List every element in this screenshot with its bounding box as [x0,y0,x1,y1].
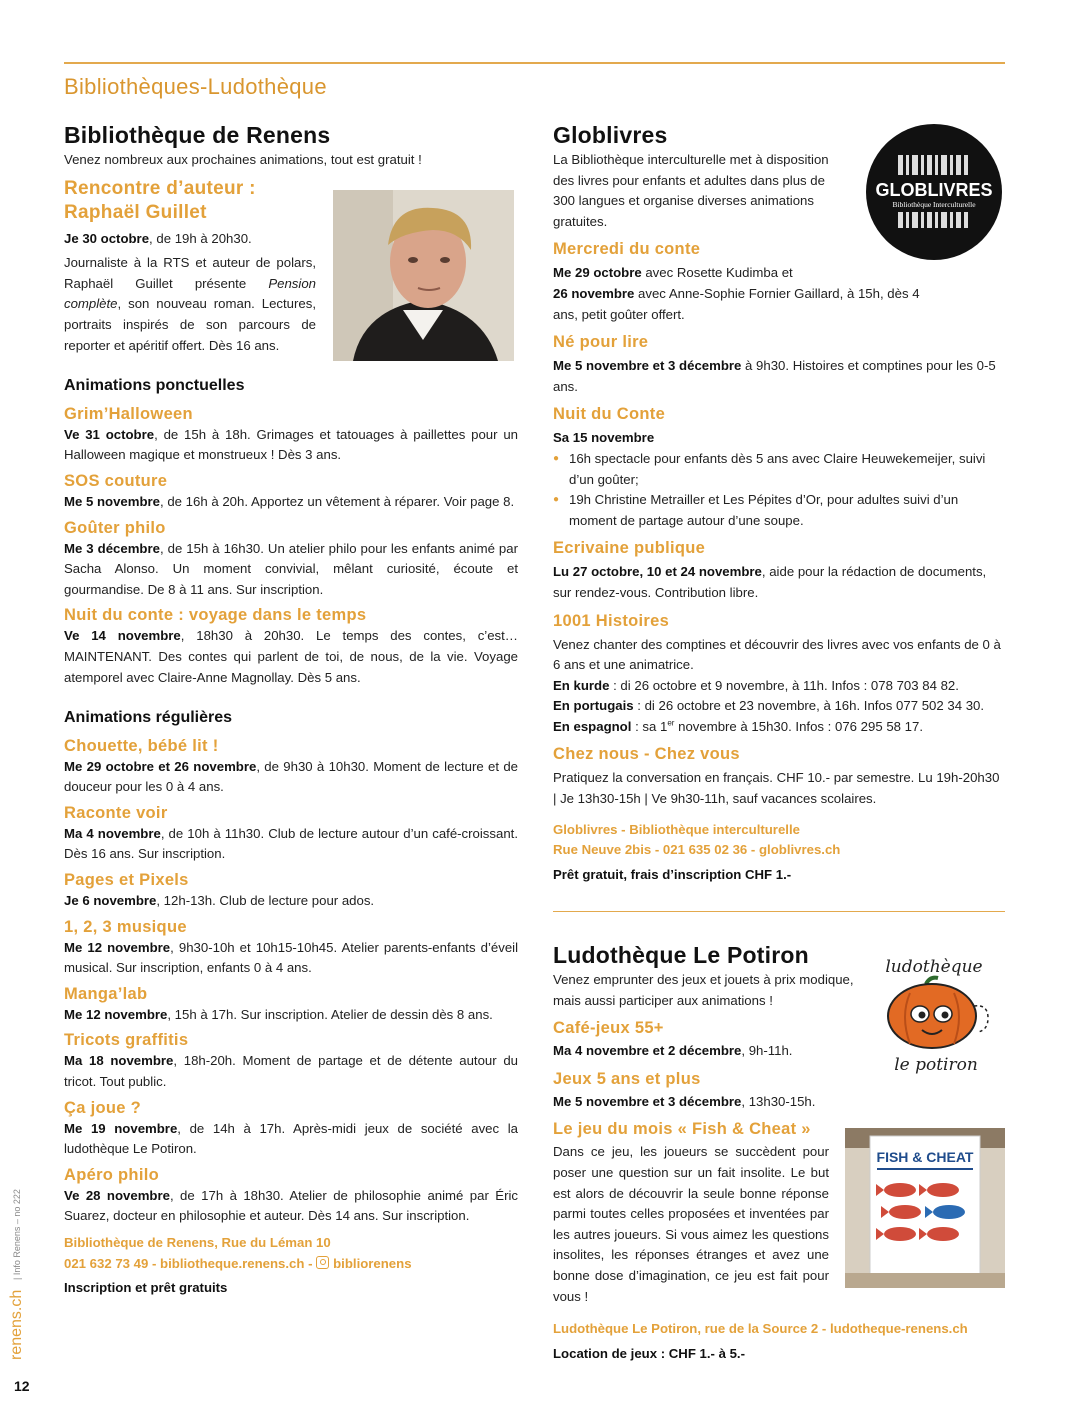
globlivres-contact-2[interactable]: Rue Neuve 2bis - 021 635 02 36 - globlivres.ch [553,842,841,858]
sidebar-info-text: | Info Renens – no 222 [12,1189,22,1280]
ponctuelle-item [64,403,518,466]
ponctuelles-list [64,403,518,688]
reguliere-item-title: 1, 2, 3 musique [64,917,187,936]
ponctuelle-item-title: Grim’Halloween [64,404,193,423]
cafe-title: Café-jeux 55+ [553,1019,664,1038]
reguliere-item [64,735,518,798]
author-date: Je 30 octobre [64,230,150,246]
regulieres-list [64,735,518,1227]
library-intro: Venez nombreux aux prochaines animations, tout est gratuit ! [64,152,422,167]
ponctuelle-item-title: Nuit du conte : voyage dans le temps [64,606,367,625]
ludo-intro: Venez emprunter des jeux et jouets à prix modique, mais aussi participer aux animations ! [553,972,854,1008]
reguliere-item-text: Ma 4 novembre, de 10h à 11h30. Club de lecture autour d’un café-croissant. Dès 16 ans. Sur inscription. [64,825,518,862]
reguliere-item-text: Ma 18 novembre, 18h-20h. Moment de partage et de détente autour du tricot. Tout public. [64,1053,519,1090]
ponctuelle-item-text: Ve 14 novembre, 18h30 à 20h30. Le temps des contes, c’est… MAINTENANT. Des contes qui parlent de toi, de nous, de la vie. Voyage atemporel avec Claire-Anne Magnollay. Dès 5 ans. [64,628,518,685]
ne-text: Me 5 novembre et 3 décembre à 9h30. Histoires et comptines pour les 0-5 ans. [553,358,996,394]
sidebar-brand-text: renens.ch [8,1289,25,1360]
regulieres-heading: Animations régulières [64,709,233,727]
ponctuelle-item-title: Goûter philo [64,518,166,537]
author-title-1: Rencontre d’auteur : [64,177,256,199]
reguliere-item [64,1029,518,1092]
ludo-contact-1[interactable]: Ludothèque Le Potiron, rue de la Source 2 - ludotheque-renens.ch [553,1321,968,1337]
author-title-2: Raphaël Guillet [64,201,207,223]
reguliere-item [64,983,518,1026]
library-note: Inscription et prêt gratuits [64,1280,228,1296]
ecrivaine-title: Ecrivaine publique [553,539,706,558]
reguliere-item [64,869,518,912]
ponctuelle-item-text: Me 3 décembre, de 15h à 16h30. Un atelier philo pour les enfants animé par Sacha Alonso. Un moment convivial, mêlant curiosité, écoute et gourmandise. De 8 à 11 ans. Sur inscription. [64,540,518,597]
chez-title: Chez nous - Chez vous [553,745,740,764]
histoires-intro: Venez chanter des comptines et découvrir des livres avec vos enfants de 0 à 6 ans et une animatrice. [553,636,1001,673]
histoires-title: 1001 Histoires [553,611,670,630]
library-contact: 021 632 73 49 - bibliotheque.renens.ch - bibliorenens [64,1255,412,1271]
ponctuelle-item [64,517,518,601]
reguliere-item [64,802,518,865]
library-title: Bibliothèque de Renens [64,122,331,148]
mercredi-text: Me 29 octobre avec Rosette Kudimba et 26 novembre avec Anne-Sophie Fornier Gaillard, à 15h, dès 4 ans, petit goûter offert. [553,265,920,322]
reguliere-item-title: Pages et Pixels [64,871,189,890]
reguliere-item [64,1097,518,1160]
mercredi-title: Mercredi du conte [553,240,701,259]
section-divider [553,911,1005,912]
reguliere-item-text: Je 6 novembre, 12h-13h. Club de lecture pour ados. [64,893,375,909]
reguliere-item-text: Ve 28 novembre, de 17h à 18h30. Atelier de philosophie animé par Éric Suarez, docteur en philosophie et auteur. Dès 14 ans. Sur inscription. [64,1187,518,1224]
author-date-rest: , de 19h à 20h30. [149,230,252,246]
reguliere-item-title: Chouette, bébé lit ! [64,736,219,755]
ponctuelle-item [64,604,518,688]
nuit-list-item: ● 16h spectacle pour enfants dès 5 ans avec Claire Heuwekemeijer, suivi d’un goûter; [553,449,1005,490]
globlivres-logo-sub: Bibliothèque Interculturelle [892,200,976,209]
nuit-list [553,449,1005,531]
reguliere-item-title: Tricots graffitis [64,1031,189,1050]
reguliere-item-text: Me 12 novembre, 15h à 17h. Sur inscription. Atelier de dessin dès 8 ans. [64,1006,493,1022]
nuit-date: Sa 15 novembre [553,430,655,446]
kurde-line: En kurde : di 26 octobre et 9 novembre, à 11h. Infos : 078 703 84 82. [553,677,959,693]
sidebar-brand [6,1160,26,1360]
reguliere-item [64,1164,518,1227]
fish-and-cheat-photo [845,1128,1005,1288]
game-box-title: FISH & CHEAT [876,1149,974,1165]
page-number: 12 [14,1378,30,1394]
ne-title: Né pour lire [553,333,649,352]
globlivres-logo-text: GLOBLIVRES [875,180,993,200]
chez-text: Pratiquez la conversation en français. CHF 10.- par semestre. Lu 19h-20h30 | Je 13h30-15h | Ve 9h30-11h, sauf vacances scolaires. [553,770,1000,807]
ponctuelle-item-text: Ve 31 octobre, de 15h à 18h. Grimages et tatouages à paillettes pour un Halloween magique et monstrueux ! Dès 3 ans. [64,426,518,463]
reguliere-item-title: Ça joue ? [64,1098,141,1117]
ludo-logo-bottom: le potiron [894,1055,978,1075]
globlivres-logo [860,122,1008,262]
instagram-link[interactable]: bibliorenens [333,1255,412,1271]
ludo-contact-2: Location de jeux : CHF 1.- à 5.- [553,1345,745,1361]
ludo-logo-top: ludothèque [885,957,983,977]
top-rule [64,62,1005,64]
globlivres-intro: La Bibliothèque interculturelle met à disposition des livres pour enfants et adultes dans plus de 300 langues et organise diverses animations gratuites. [553,152,829,229]
reguliere-item-text: Me 12 novembre, 9h30-10h et 10h15-10h45. Atelier parents-enfants d’éveil musical. Sur inscription, enfants 0 à 4 ans. [64,939,519,976]
ponctuelles-heading: Animations ponctuelles [64,377,245,395]
ecrivaine-text: Lu 27 octobre, 10 et 24 novembre, aide pour la rédaction de documents, sur rendez-vous. Contribution libre. [553,564,987,600]
globlivres-title: Globlivres [553,122,668,148]
reguliere-item-text: Me 19 novembre, de 14h à 17h. Après-midi jeux de société avec la ludothèque Le Potiron. [64,1120,518,1157]
jeux-text: Me 5 novembre et 3 décembre, 13h30-15h. [553,1093,816,1109]
reguliere-item-text: Me 29 octobre et 26 novembre, de 9h30 à 10h30. Moment de lecture et de douceur pour les 0 à 4 ans. [64,758,519,795]
portugais-line: En portugais : di 26 octobre et 23 novembre, à 16h. Infos 077 502 34 30. [553,698,985,714]
mois-text: Dans ce jeu, les joueurs se succèdent pour poser une question sur un fait insolite. Le but est alors de découvrir la seule bonne réponse parmi toutes celles proposées et inventées par les autres joueurs. Si vous aimez les questions insolites, les réponses étranges et avez une bonne dose d’imagination, ce jeu est fait pour vous ! [553,1144,829,1304]
ludo-title: Ludothèque Le Potiron [553,942,809,968]
nuit-list-item: ● 19h Christine Metrailler et Les Pépites d’Or, pour adultes suivi d’un moment de partage autour d’une soupe. [553,490,1005,531]
cafe-text: Ma 4 novembre et 2 décembre, 9h-11h. [553,1043,793,1059]
ponctuelle-item [64,470,518,513]
instagram-icon [316,1256,329,1269]
globlivres-contact-1: Globlivres - Bibliothèque interculturelle [553,821,800,837]
globlivres-note: Prêt gratuit, frais d’inscription CHF 1.- [553,866,792,882]
author-photo [333,190,514,361]
jeux-title: Jeux 5 ans et plus [553,1069,701,1088]
ponctuelle-item-text: Me 5 novembre, de 16h à 20h. Apportez un vêtement à réparer. Voir page 8. [64,493,515,509]
nuit-title: Nuit du Conte [553,405,666,424]
espagnol-line: En espagnol : sa 1er novembre à 15h30. Infos : 076 295 58 17. [553,718,924,734]
reguliere-item-title: Raconte voir [64,803,168,822]
reguliere-item-title: Apéro philo [64,1165,159,1184]
ponctuelle-item-title: SOS couture [64,471,168,490]
author-text: Journaliste à la RTS et auteur de polars, Raphaël Guillet présente Pension complète, son nouveau roman. Lectures, portraits inspirés de son parcours de reporter et apéritif offert. Dès 16 ans. [64,255,316,353]
reguliere-item [64,916,518,979]
ludotheque-logo [870,948,998,1076]
section-title: Bibliothèques-Ludothèque [64,74,327,99]
reguliere-item-title: Manga’lab [64,984,148,1003]
mois-title: Le jeu du mois « Fish & Cheat » [553,1120,811,1139]
library-address: Bibliothèque de Renens, Rue du Léman 10 [64,1235,331,1250]
